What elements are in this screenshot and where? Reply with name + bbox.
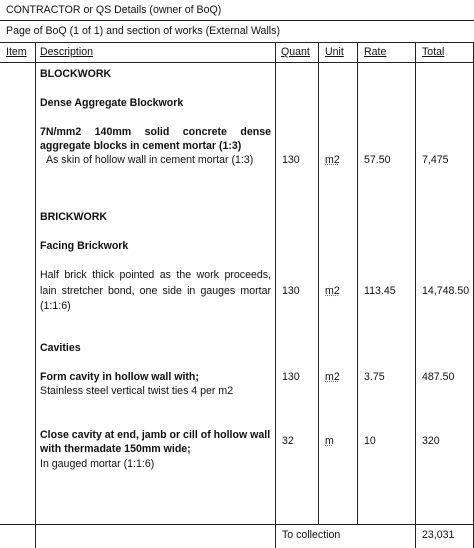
row-3-description-line-1: Form cavity in hollow wall with;: [40, 371, 199, 383]
collection-divider: [0, 524, 474, 525]
subsection-heading-dense-blockwork: Dense Aggregate Blockwork: [40, 97, 184, 109]
row-2-rate: 113.45: [364, 285, 396, 297]
section-heading-brickwork: BRICKWORK: [40, 211, 108, 223]
row-4-description-line-3: In gauged mortar (1:1:6): [40, 458, 155, 470]
column-header-unit: Unit: [325, 46, 344, 58]
collection-total: 23,031: [422, 529, 455, 541]
row-1-quant: 130: [282, 154, 300, 166]
section-heading-blockwork: BLOCKWORK: [40, 68, 112, 80]
column-header-description: Description: [40, 46, 93, 58]
collection-label: To collection: [282, 529, 341, 541]
row-4-quant: 32: [282, 435, 294, 447]
row-4-description-line-1: Close cavity at end, jamb or cill of hollow wall: [40, 429, 271, 441]
unit-column-border: [357, 42, 358, 524]
row-1-total: 7,475: [422, 154, 449, 166]
table-top-border: [0, 42, 474, 43]
row-1-rate: 57.50: [364, 154, 391, 166]
row-4-unit: m: [325, 435, 334, 447]
rate-column-border: [415, 42, 416, 548]
description-column-border: [275, 42, 276, 548]
boq-owner-line: CONTRACTOR or QS Details (owner of BoQ): [6, 4, 222, 16]
column-header-divider: [0, 62, 474, 63]
row-2-total: 14,748.50: [422, 285, 470, 297]
row-3-unit: m2: [325, 371, 340, 383]
row-4-total: 320: [422, 435, 440, 447]
row-4-description-line-2: with thermadate 150mm wide;: [40, 443, 191, 455]
subsection-heading-facing-brickwork: Facing Brickwork: [40, 240, 129, 252]
row-1-description-line-3: As skin of hollow wall in cement mortar (1:3): [46, 154, 254, 166]
row-1-description-line-1: 7N/mm2 140mm solid concrete dense: [40, 126, 271, 138]
column-header-quant: Quant: [281, 46, 310, 58]
row-3-quant: 130: [282, 371, 300, 383]
row-2-quant: 130: [282, 285, 300, 297]
quant-column-border: [318, 42, 319, 524]
row-1-unit: m2: [325, 154, 340, 166]
row-2-description-line-2: lain stretcher bond, one side in gauges mortar: [40, 285, 271, 297]
row-2-unit: m2: [325, 285, 340, 297]
section-heading-cavities: Cavities: [40, 342, 81, 354]
header-divider: [0, 20, 474, 21]
row-4-rate: 10: [364, 435, 376, 447]
row-2-description-line-1: Half brick thick pointed as the work proceeds,: [40, 269, 271, 281]
column-header-total: Total: [422, 46, 445, 58]
row-2-description-line-3: (1:1:6): [40, 300, 71, 312]
row-3-rate: 3.75: [364, 371, 385, 383]
boq-page-line: Page of BoQ (1 of 1) and section of works (External Walls): [6, 25, 280, 37]
column-header-item: Item: [6, 46, 27, 58]
column-header-rate: Rate: [364, 46, 387, 58]
row-1-description-line-2: aggregate blocks in cement mortar (1:3): [40, 140, 242, 152]
row-3-total: 487.50: [422, 371, 455, 383]
item-column-border: [35, 42, 36, 548]
row-3-description-line-2: Stainless steel vertical twist ties 4 per m2: [40, 385, 234, 397]
